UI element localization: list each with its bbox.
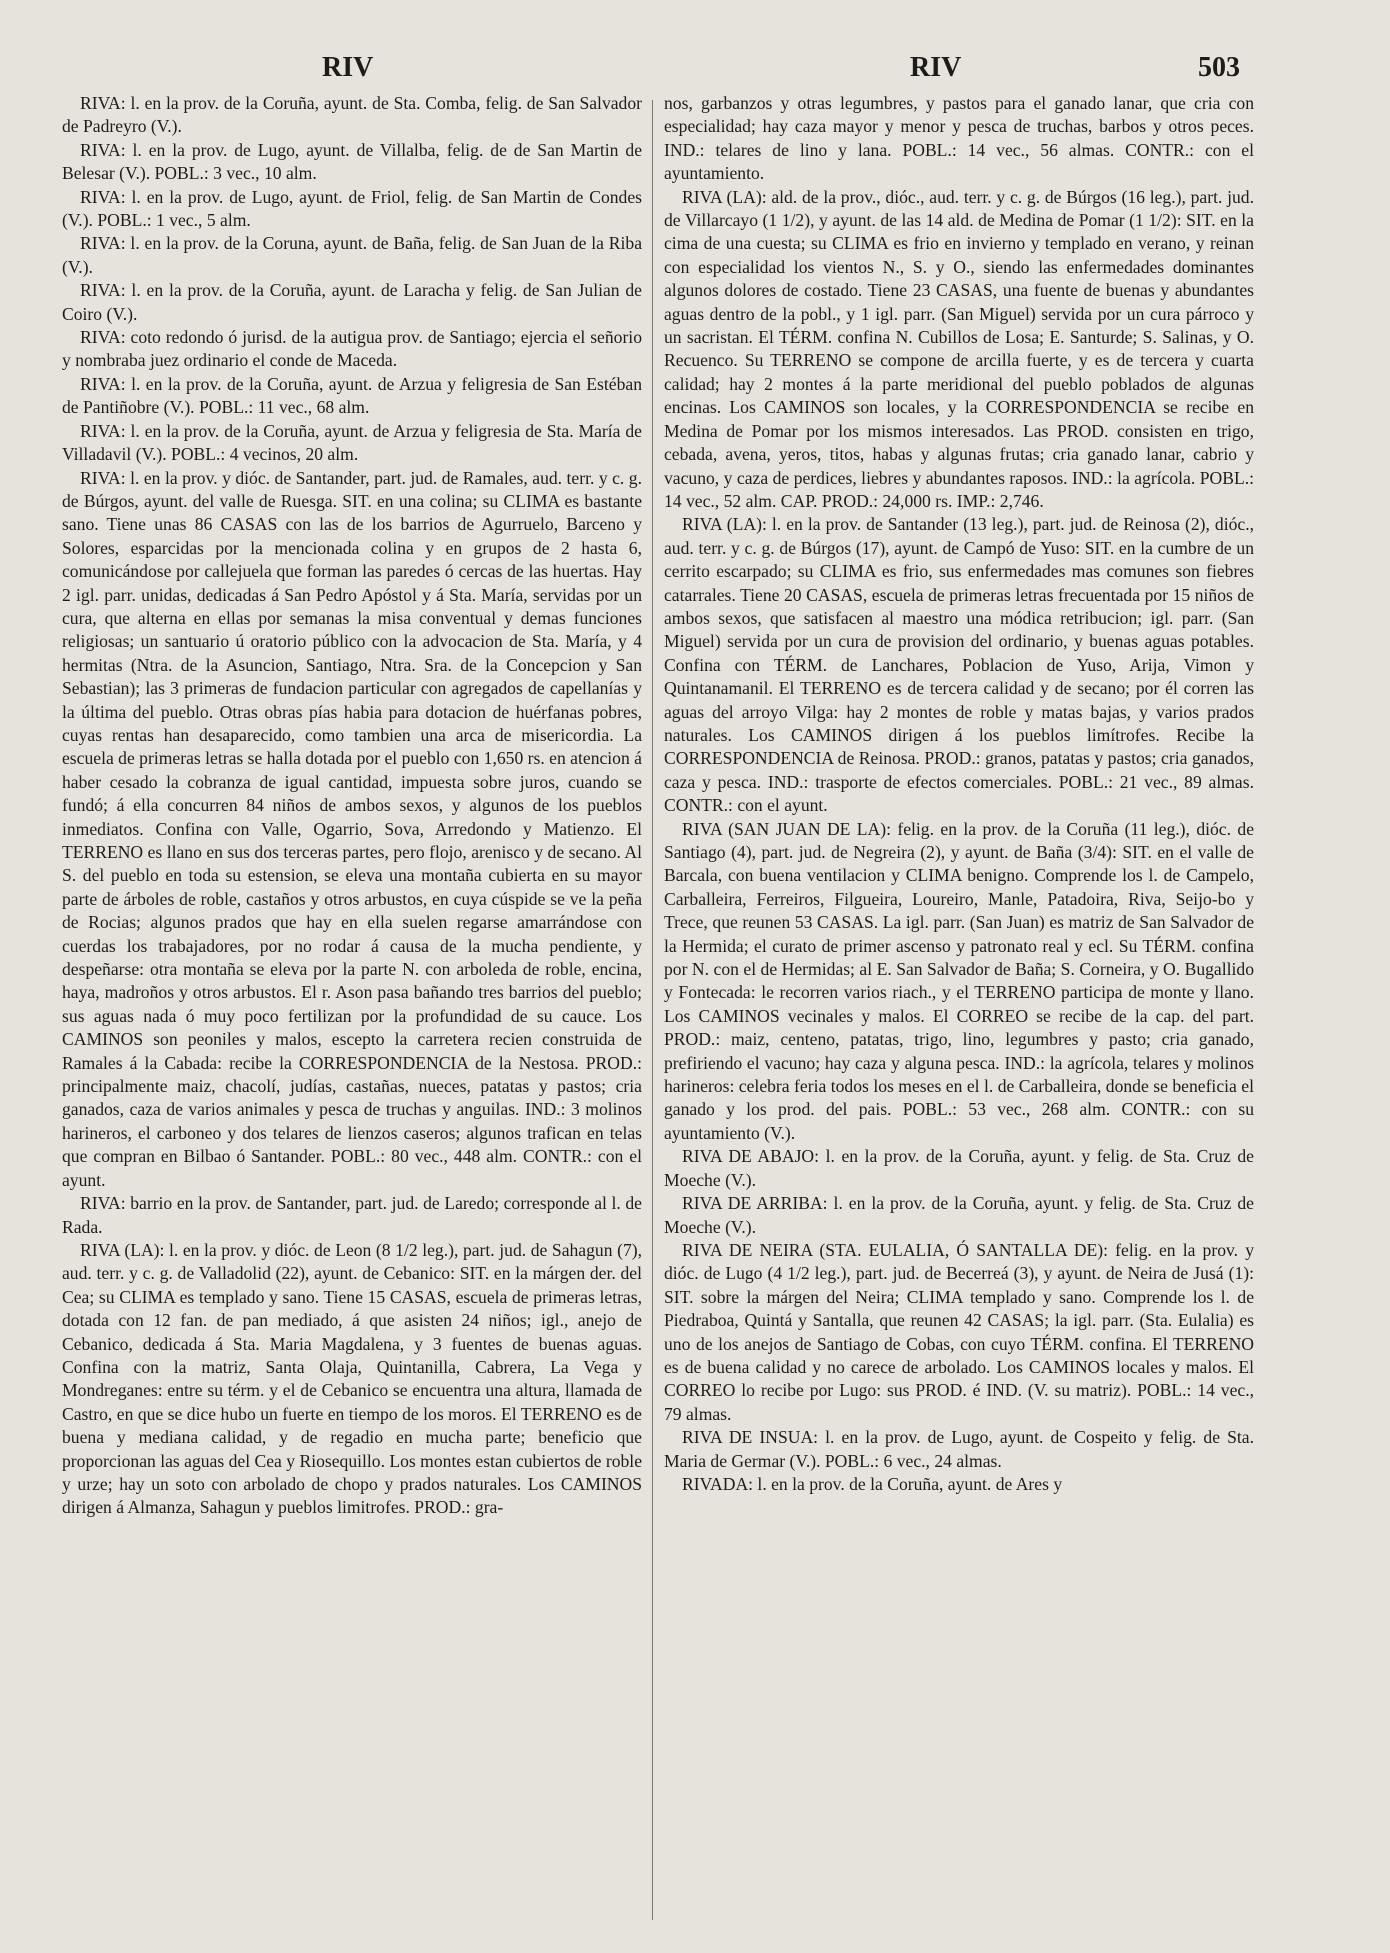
entry: RIVA (LA): ald. de la prov., dióc., aud. terr. y c. g. de Búrgos (16 leg.), part. jud. de Villarcayo (1 1/2), y ayunt. de las 14 ald. de Medina de Pomar (1 1/2): SIT. en la cima de una cuesta; su CLIMA es frio en invierno y templado en verano, y reinan con especialidad los vientos N., S. y O., siendo las enfermedades dominantes algunos dolores de costado. Tiene 23 CASAS, una fuente de buenas y abundantes aguas dentro de la pobl., y 1 igl. parr. (San Miguel) servida por un cura párroco y un sacristan. El TÉRM. confina N. Cubillos de Losa; E. Santurde; S. Salinas, y O. Recuenco. Su TERRENO se compone de arcilla fuerte, y es de tercera y cuarta calidad; hay 2 montes á la parte meridional del pueblo poblados de algunas encinas. Los CAMINOS son locales, y la CORRESPONDENCIA se recibe en Medina de Pomar por los mismos interesados. Las PROD. consisten en trigo, cebada, avena, yeros, titos, habas y algunas frutas; cria ganado lanar, cabrio y vacuno, y caza de perdices, liebres y abundantes raposos. IND.: la agrícola. POBL.: 14 vec., 52 alm. CAP. PROD.: 24,000 rs. IMP.: 2,746. (664, 186, 1254, 511)
entry: RIVA: l. en la prov. y dióc. de Santander, part. jud. de Ramales, aud. terr. y c. g. de Búrgos, ayunt. del valle de Ruesga. SIT. en una colina; su CLIMA es bastante sano. Tiene unas 86 CASAS con las de los barrios de Agurruelo, Barceno y Solores, esparcidas por la mencionada colina y en grupos de 2 hasta 6, comunicándose por callejuela que forman las paredes ó cercas de las huertas. Hay 2 igl. parr. unidas, dedicadas á San Pedro Apóstol y á Sta. María, servidas por un cura, que alterna en ellas por semanas la misa conventual y demas funciones religiosas; un santuario ú oratorio público con la advocacion de Sta. María, y 4 hermitas (Ntra. de la Asuncion, Santiago, Ntra. Sra. de la Concepcion y San Sebastian); las 3 primeras de fundacion particular con agregados de capellanías y la última del pueblo. Otras obras pías habia para dotacion de huérfanas pobres, cuyas rentas han desaparecido, como tambien una arca de misericordia. La escuela de primeras letras se halla dotada por el pueblo con 1,650 rs. en atencion á haber cesado la cobranza de igual cantidad, impuesta sobre juros, cuando se fundó; á ella concurren 84 niños de ambos sexos, y algunos de los pueblos inmediatos. Confina con Valle, Ogarrio, Sova, Arredondo y Matienzo. El TERRENO es llano en sus dos terceras partes, pero flojo, arenisco y de secano. Al S. del pueblo en toda su estension, se eleva una montaña cubierta en su mayor parte de árboles de roble, castaños y otros arbustos, en cuya cúspide se ve la peña de Rocias; algunos prados que hay en ella suelen regarse amarrándose con cuerdas los trabajadores, por no rodar á causa de la mucha pendiente, y despeñarse: otra montaña se eleva por la parte N. con arboleda de roble, encina, haya, madroños y otros arbustos. El r. Ason pasa bañando tres barrios del pueblo; sus aguas nada ó muy poco fertilizan por la profundidad de su cauce. Los CAMINOS son peoniles y malos, escepto la carretera recien construida de Ramales á la Cabada: recibe la CORRESPONDENCIA de la Nestosa. PROD.: principalmente maiz, chacolí, judías, castañas, nueces, patatas y pastos; cria ganados, caza de varios animales y pesca de truchas y anguilas. IND.: 3 molinos harineros, el carboneo y dos telares de lienzos caseros; algunos trafican en telas que compran en Bilbao ó Santander. POBL.: 80 vec., 448 alm. CONTR.: con el ayunt. (62, 467, 642, 1190)
entry: RIVA: l. en la prov. de Lugo, ayunt. de Friol, felig. de San Martin de Condes (V.). POBL.: 1 vec., 5 alm. (62, 186, 642, 231)
entry: RIVA: l. en la prov. de la Coruña, ayunt. de Sta. Comba, felig. de San Salvador de Padreyro (V.). (62, 93, 642, 137)
entry: RIVA: coto redondo ó jurisd. de la autigua prov. de Santiago; ejercia el señorio y nombraba juez ordinario el conde de Maceda. (62, 327, 642, 371)
entry: RIVA DE ABAJO: l. en la prov. de la Coruña, ayunt. y felig. de Sta. Cruz de Moeche (V.). (664, 1146, 1254, 1190)
entry: RIVA: l. en la prov. de la Coruña, ayunt. de Arzua y feligresia de San Estéban de Pantiñobre (V.). POBL.: 11 vec., 68 alm. (62, 373, 642, 418)
entry: RIVA: l. en la prov. de la Coruña, ayunt. de Laracha y felig. de San Julian de Coiro (V.). (62, 280, 642, 324)
entry: RIVA DE ARRIBA: l. en la prov. de la Coruña, ayunt. y felig. de Sta. Cruz de Moeche (V.). (664, 1193, 1254, 1237)
header-right: RIV (910, 52, 962, 83)
entry: RIVA DE NEIRA (STA. EULALIA, Ó SANTALLA DE): felig. en la prov. y dióc. de Lugo (4 1/2 leg.), part. jud. de Becerreá (3), y ayunt. de Neira de Jusá (1): SIT. sobre la márgen del Neira; CLIMA templado y sano. Comprende los l. de Piedraboa, Quintá y Santalla, que reunen 42 CASAS; la igl. parr. (Sta. Eulalia) es uno de los anejos de Santiago de Cobas, con cuyo TÉRM. confina. El TERRENO es de buena calidad y no carece de arbolado. Los CAMINOS locales y malos. El CORREO lo recibe por Lugo: sus PROD. é IND. (V. su matriz). POBL.: 14 vec., 79 almas. (664, 1239, 1254, 1424)
entry: RIVA DE INSUA: l. en la prov. de Lugo, ayunt. de Cospeito y felig. de Sta. Maria de Germar (V.). POBL.: 6 vec., 24 almas. (664, 1427, 1254, 1471)
left-column (62, 92, 642, 1932)
right-column (664, 92, 1254, 1932)
column-divider (652, 100, 653, 1920)
entry: RIVADA: l. en la prov. de la Coruña, ayunt. de Ares y (682, 1473, 1063, 1494)
entry: RIVA: l. en la prov. de Lugo, ayunt. de Villalba, felig. de de San Martin de Belesar (V.). POBL.: 3 vec., 10 alm. (62, 139, 642, 184)
entry: RIVA (LA): l. en la prov. de Santander (13 leg.), part. jud. de Reinosa (2), dióc., aud. terr. y c. g. de Búrgos (17), ayunt. de Campó de Yuso: SIT. en la cumbre de un cerrito escarpado; su CLIMA es frio, sus enfermedades mas comunes son fiebres catarrales. Tiene 20 CASAS, escuela de primeras letras frecuentada por 15 niños de ambos sexos, que satisfacen al maestro una módica retribucion; igl. parr. (San Miguel) servida por un cura de provision del ordinario, y buenas aguas potables. Confina con TÉRM. de Lanchares, Poblacion de Yuso, Arija, Vimon y Quintanamanil. El TERRENO es de tercera calidad y de secano; por él corren las aguas del arroyo Vilga: hay 2 montes de roble y matas bajas, y varios prados naturales. Los CAMINOS dirigen á los pueblos limítrofes. Recibe la CORRESPONDENCIA de Reinosa. PROD.: granos, patatas y pastos; cria ganados, caza y pesca. IND.: trasporte de efectos comerciales. POBL.: 21 vec., 89 almas. CONTR.: con el ayunt. (664, 514, 1254, 816)
entry: RIVA: l. en la prov. de la Coruna, ayunt. de Baña, felig. de San Juan de la Riba (V.). (62, 233, 642, 277)
entry: RIVA: barrio en la prov. de Santander, part. jud. de Laredo; corresponde al l. de Rada. (62, 1193, 642, 1237)
entry: RIVA: l. en la prov. de la Coruña, ayunt. de Arzua y feligresia de Sta. María de Villadavil (V.). POBL.: 4 vecinos, 20 alm. (62, 420, 642, 465)
running-header (60, 52, 1240, 92)
entry: nos, garbanzos y otras legumbres, y pastos para el ganado lanar, que cria con especialidad; hay caza mayor y menor y pesca de truchas, barbos y otros peces. IND.: telares de lino y lana. POBL.: 14 vec., 56 almas. CONTR.: con el ayuntamiento. (664, 93, 1254, 184)
entry: RIVA (SAN JUAN DE LA): felig. en la prov. de la Coruña (11 leg.), dióc. de Santiago (4), part. jud. de Negreira (2), y ayunt. de Baña (3/4): SIT. en el valle de Barcala, con buena ventilacion y CLIMA benigno. Comprende los l. de Campelo, Carballeira, Ferreiros, Filgueira, Loureiro, Manle, Patadoira, Riva, Seijo-bo y Trece, que reunen 53 CASAS. La igl. parr. (San Juan) es matriz de San Salvador de la Hermida; el curato de primer ascenso y patronato real y ecl. Su TÉRM. confina por N. con el de Hermidas; al E. San Salvador de Baña; S. Corneira, y O. Bugallido y Fontecada: le recorren varios riach., y el TERRENO participa de monte y llano. Los CAMINOS vecinales y malos. El CORREO se recibe de la cap. del part. PROD.: maiz, centeno, patatas, trigo, lino, legumbres y pasto; cria ganado, prefiriendo el vacuno; hay caza y alguna pesca. IND.: la agrícola, telares y molinos harineros: celebra feria todos los meses en el l. de Carballeira, donde se beneficia el ganado y los prod. del pais. POBL.: 53 vec., 268 alm. CONTR.: con su ayuntamiento (V.). (664, 818, 1254, 1143)
entry: RIVA (LA): l. en la prov. y dióc. de Leon (8 1/2 leg.), part. jud. de Sahagun (7), aud. terr. y c. g. de Valladolid (22), ayunt. de Cebanico: SIT. en la márgen der. del Cea; su CLIMA es templado y sano. Tiene 15 CASAS, escuela de primeras letras, dotada con 12 fan. de pan mediado, á que asisten 24 niños; igl., anejo de Cebanico, dedicada á Sta. Maria Magdalena, y 3 fuentes de buenas aguas. Confina con la matriz, Santa Olaja, Quintanilla, Cabrera, La Vega y Mondreganes: entre su térm. y el de Cebanico se encuentra una altura, llamada de Castro, en que se dice hubo un fuerte en tiempo de los moros. El TERRENO es de buena y mediana calidad, y de regadio en mucha parte; beneficio que proporcionan las aguas del Cea y Riosequillo. Los montes estan cubiertos de roble y urze; hay un soto con arbolado de chopo y prados naturales. Los CAMINOS dirigen á Almanza, Sahagun y pueblos limitrofes. PROD.: gra- (62, 1239, 642, 1518)
header-left: RIV (322, 52, 374, 83)
page-number: 503 (1198, 52, 1240, 83)
